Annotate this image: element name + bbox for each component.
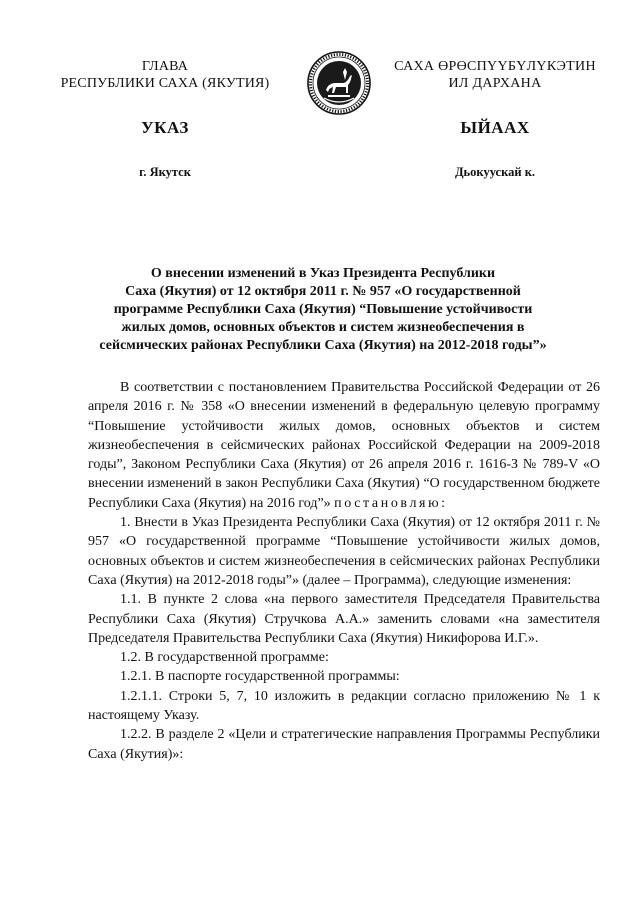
title-line: О внесении изменений в Указ Президента Республики xyxy=(150,266,496,281)
resolve-word: постановляю: xyxy=(334,495,448,511)
title-line: Саха (Якутия) от 12 октября 2011 г. № 957 «О государственной xyxy=(125,284,521,299)
issuer-russian-line1: ГЛАВА xyxy=(141,59,189,74)
issuer-russian-line2: РЕСПУБЛИКИ САХА (ЯКУТИЯ) xyxy=(60,76,270,91)
title-line: программе Республики Саха (Якутия) “Повышение устойчивости xyxy=(113,302,533,317)
clause-1: 1. Внести в Указ Президента Республики Саха (Якутия) от 12 октября 2011 г. № 957 «О государственной программе “Повышение устойчивости жилых домов, основных объектов и систем жизнеобеспечения в сейсмических районах Республики Саха (Якутия) на 2012-2018 годы”» (далее – Программа), следующие изменения: xyxy=(88,515,600,588)
decree-label-sakha: ЫЙААХ xyxy=(460,118,530,137)
issuer-sakha xyxy=(380,58,610,92)
decree-label-russian: УКАЗ xyxy=(141,118,189,137)
clause-1-1: 1.1. В пункте 2 слова «на первого заместителя Председателя Правительства Республики Саха (Якутия) Стручкова А.А.» заменить словами «на заместителя Председателя Правительства Республики Саха (Якутия) Никифорова И.Г.». xyxy=(88,592,600,646)
clause-1-2: 1.2. В государственной программе: xyxy=(120,650,329,666)
city-sakha: Дьокуускай к. xyxy=(454,165,536,179)
issuer-sakha-line2: ИЛ ДАРХАНА xyxy=(448,76,542,91)
clause-1-2-1-1: 1.2.1.1. Строки 5, 7, 10 изложить в редакции согласно приложению № 1 к настоящему Указу. xyxy=(88,688,600,724)
clause-1-2-1: 1.2.1. В паспорте государственной программы: xyxy=(120,669,400,685)
clause-1-2-2: 1.2.2. В разделе 2 «Цели и стратегические направления Программы Республики Саха (Якутия)»: xyxy=(88,727,600,762)
decree-body xyxy=(88,378,600,764)
title-line: жилых домов, основных объектов и систем жизнеобеспечения в xyxy=(121,320,525,335)
decree-title xyxy=(88,265,558,355)
preamble-text: В соответствии с постановлением Правительства Российской Федерации от 26 апреля 2016 г. № 358 «О внесении изменений в федеральную целевую программу “Повышение устойчивости жилых домов, основных объектов и систем жизнеобеспечения в сейсмических районах Российской Федерации на 2009-2018 годы”, Законом Республики Саха (Якутия) от 26 апреля 2016 г. 1616-З № 789-V «О внесении изменений в закон Республики Саха (Якутия) “О государственном бюджете Республики Саха (Якутия) на 2016 год”» xyxy=(88,380,600,511)
issuer-sakha-line1: САХА ӨРӨСПҮҮБҮЛҮКЭТИН xyxy=(394,59,596,74)
issuer-russian xyxy=(60,58,270,92)
title-line: сейсмических районах Республики Саха (Якутия) на 2012-2018 годы”» xyxy=(99,338,547,353)
coat-of-arms-emblem-icon xyxy=(306,50,372,116)
preamble-paragraph xyxy=(88,378,600,513)
city-russian: г. Якутск xyxy=(139,165,191,179)
